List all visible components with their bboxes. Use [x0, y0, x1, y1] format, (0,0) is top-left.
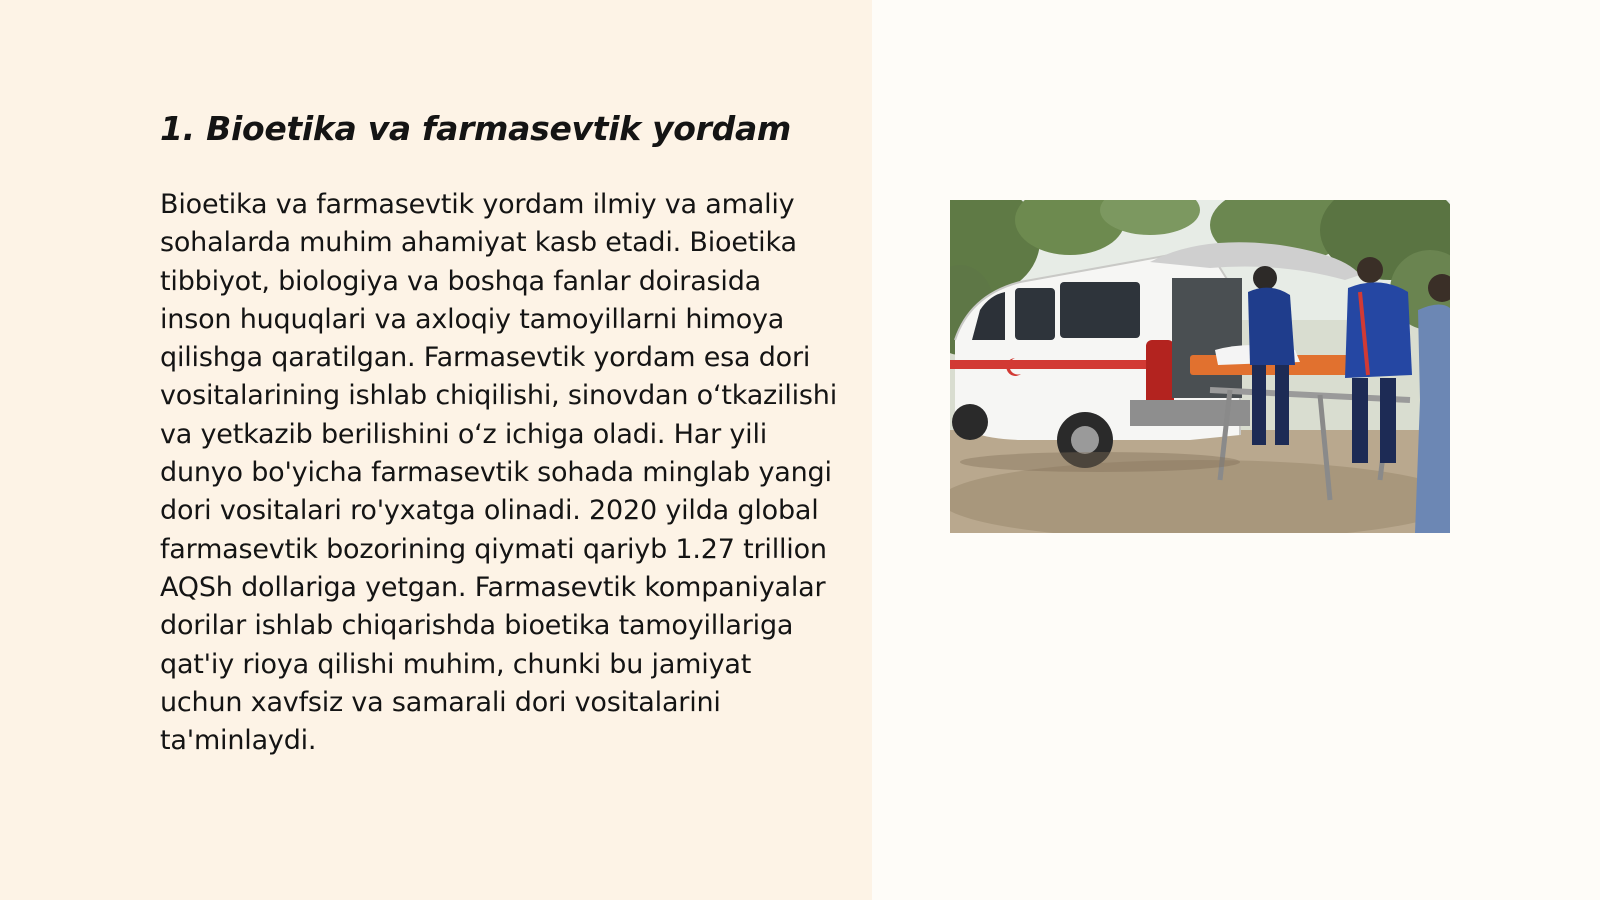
slide-body-text: Bioetika va farmasevtik yordam ilmiy va amaliy sohalarda muhim ahamiyat kasb etadi. Bioetika tibbiyot, biologiya va boshqa fanlar doirasida inson huquqlari va axloqiy tamoyillarni himoya qilishga qaratilgan. Farmasevtik yordam esa dori vositalarining ishlab chiqilishi, sinovdan o‘tkazilishi va yetkazib berilishini o‘z ichiga oladi. Har yili dunyo bo'yicha farmasevtik sohada minglab yangi dori vositalari ro'yxatga olinadi. 2020 yilda global farmasevtik bozorining qiymati qariyb 1.27 trillion AQSh dollariga yetgan. Farmasevtik kompaniyalar dorilar ishlab chiqarishda bioetika tamoyillariga qat'iy rioya qilishi muhim, chunki bu jamiyat uchun xavfsiz va samarali dori vositalarini ta'minlaydi.	[160, 189, 837, 757]
ambulance-photo	[950, 200, 1450, 533]
slide-title: 1. Bioetika va farmasevtik yordam	[160, 109, 792, 148]
